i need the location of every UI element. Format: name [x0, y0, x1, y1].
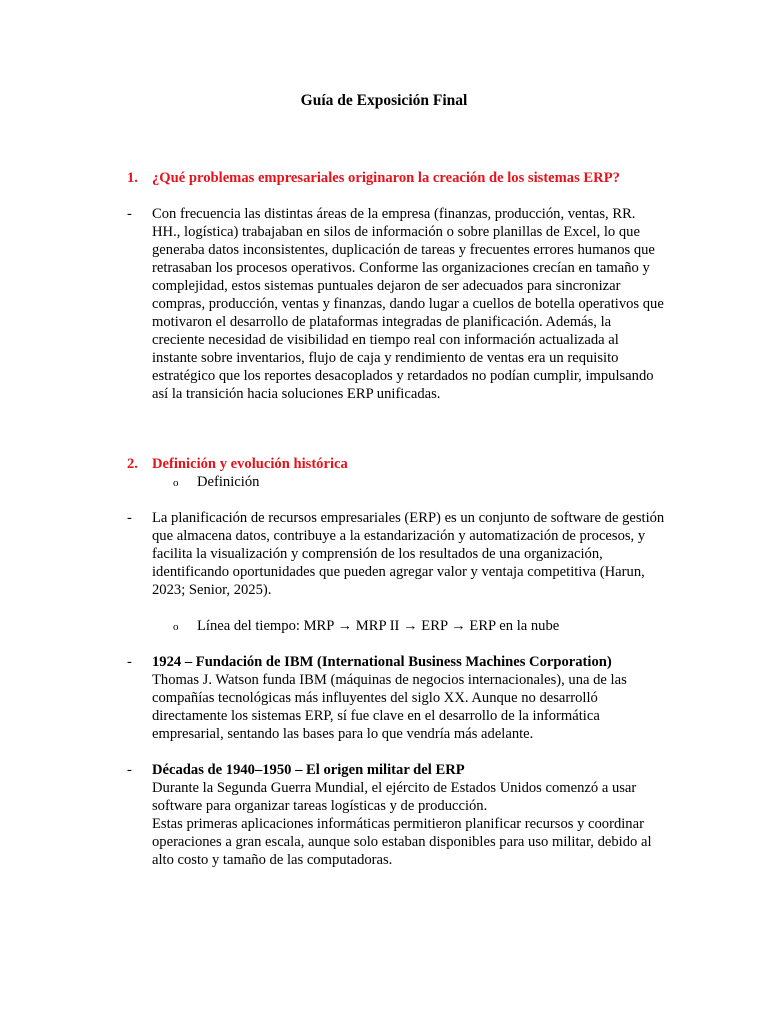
definition-paragraph: La planificación de recursos empresariales (ERP) es un conjunto de software de gestión que almacena datos, contribuye a la estandarización y automatización de procesos, y facilita la visualización y comprensión de los resultados de una organización, identificando oportunidades que pueden agregar valor y ventaja competitiva (Harun, 2023; Senior, 2025). [152, 510, 665, 598]
section-1-heading [127, 169, 620, 187]
timeline-entry-text-2: Estas primeras aplicaciones informáticas permitieron planificar recursos y coordinar operaciones a gran escala, aunque solo estaban disponibles para uso militar, debido al alto costo y tamaño de las computadoras. [152, 816, 652, 868]
subitem-definicion-label: Definición [197, 474, 260, 490]
dash-bullet: - [127, 510, 132, 526]
definition-block [127, 509, 667, 599]
circle-bullet-icon: o [173, 477, 179, 489]
timeline-entry-ibm [127, 653, 667, 743]
timeline-entry-text: Durante la Segunda Guerra Mundial, el ejército de Estados Unidos comenzó a usar software para organizar tareas logísticas y de producción. [152, 780, 637, 814]
timeline-entry-heading: Décadas de 1940–1950 – El origen militar del ERP [152, 762, 465, 778]
dash-bullet: - [127, 762, 132, 778]
section-2-number: 2. [127, 456, 138, 472]
subitem-timeline-label: Línea del tiempo: MRP → MRP II → ERP → ERP en la nube [197, 618, 560, 634]
section-1-paragraph: Con frecuencia las distintas áreas de la empresa (finanzas, producción, ventas, RR. HH., logística) trabajaban en silos de información o sobre planillas de Excel, lo que generaba datos inconsistentes, duplicación de tareas y frecuentes errores humanos que retrasaban los procesos operativos. Conforme las organizaciones crecían en tamaño y complejidad, estos sistemas puntuales dejaron de ser adecuados para sincronizar compras, producción, ventas y finanzas, dando lugar a cuellos de botella operativos que motivaron el desarrollo de plataformas integradas de planificación. Además, la creciente necesidad de visibilidad en tiempo real con información actualizada al instante sobre inventarios, flujo de caja y rendimiento de ventas era un requisito estratégico que los reportes desacoplados y retardados no podían cumplir, impulsando así la transición hacia soluciones ERP unificadas. [152, 206, 664, 402]
section-1-paragraph-block [127, 205, 667, 403]
timeline-entry-military [127, 761, 667, 869]
section-2-heading [127, 455, 348, 473]
dash-bullet: - [127, 206, 132, 222]
section-1-title: ¿Qué problemas empresariales originaron la creación de los sistemas ERP? [152, 170, 620, 186]
circle-bullet-icon: o [173, 621, 179, 633]
subitem-timeline [173, 617, 559, 636]
section-2-title: Definición y evolución histórica [152, 456, 348, 472]
subitem-definicion [173, 473, 259, 492]
document-title: Guía de Exposición Final [300, 92, 468, 109]
dash-bullet: - [127, 654, 132, 670]
timeline-entry-heading: 1924 – Fundación de IBM (International Business Machines Corporation) [152, 654, 612, 670]
section-1-number: 1. [127, 170, 138, 186]
timeline-entry-text: Thomas J. Watson funda IBM (máquinas de negocios internacionales), una de las compañías tecnológicas más influyentes del siglo XX. Aunque no desarrolló directamente los sistemas ERP, sí fue clave en el desarrollo de la informática empresarial, sentando las bases para lo que vendría más adelante. [152, 672, 627, 742]
